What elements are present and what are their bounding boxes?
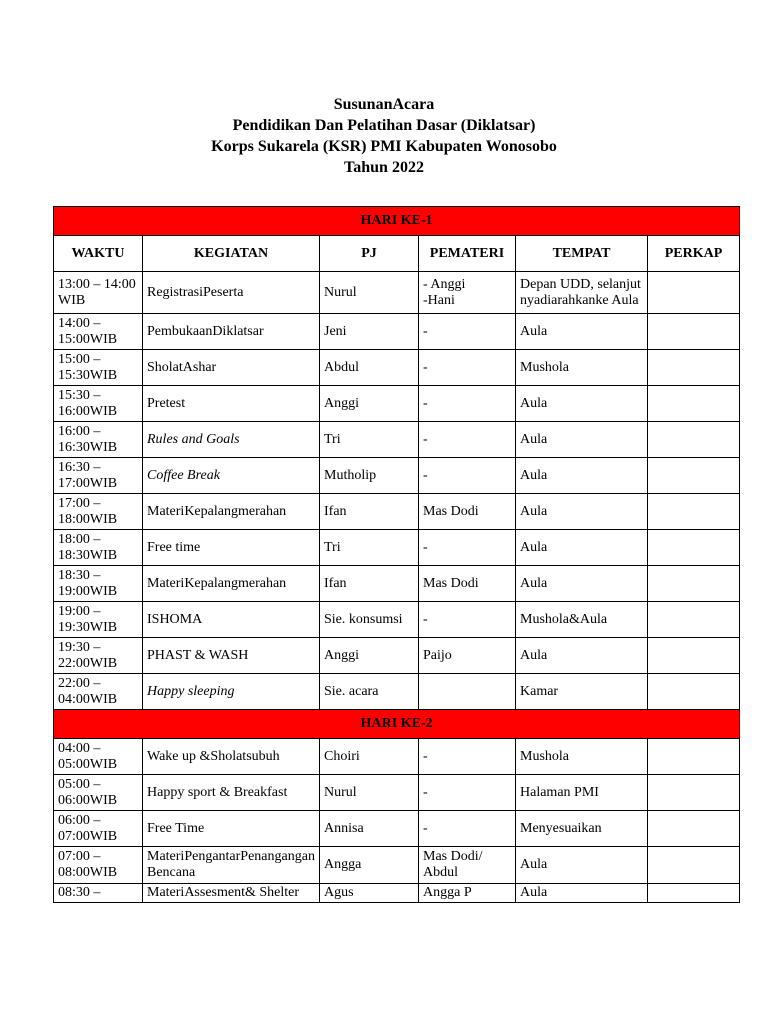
cell-waktu: 16:30 – 17:00WIB (54, 458, 143, 494)
column-header: PJ (320, 236, 419, 272)
cell-perkap (648, 674, 740, 710)
cell-kegiatan: MateriAssesment& Shelter (143, 884, 320, 903)
cell-kegiatan: PembukaanDiklatsar (143, 314, 320, 350)
cell-pj: Sie. acara (320, 674, 419, 710)
cell-tempat: Aula (516, 884, 648, 903)
cell-kegiatan: Happy sport & Breakfast (143, 775, 320, 811)
cell-waktu: 07:00 – 08:00WIB (54, 847, 143, 884)
cell-tempat: Aula (516, 530, 648, 566)
cell-pemateri (419, 674, 516, 710)
column-header-row (54, 236, 740, 272)
table-row (54, 775, 740, 811)
cell-pj: Anggi (320, 638, 419, 674)
cell-tempat: Menyesuaikan (516, 811, 648, 847)
table-row (54, 422, 740, 458)
cell-pj: Sie. konsumsi (320, 602, 419, 638)
cell-pj: Ifan (320, 494, 419, 530)
cell-pemateri: - (419, 458, 516, 494)
table-row (54, 350, 740, 386)
cell-tempat: Aula (516, 386, 648, 422)
column-header: TEMPAT (516, 236, 648, 272)
heading-line: Korps Sukarela (KSR) PMI Kabupaten Wonosobo (211, 138, 557, 155)
cell-tempat: Aula (516, 422, 648, 458)
cell-pj: Nurul (320, 272, 419, 314)
cell-pemateri: - (419, 775, 516, 811)
cell-pj: Nurul (320, 775, 419, 811)
cell-kegiatan: MateriPengantarPenanganganBencana (143, 847, 320, 884)
cell-perkap (648, 386, 740, 422)
cell-pj: Ifan (320, 566, 419, 602)
cell-kegiatan: Rules and Goals (143, 422, 320, 458)
cell-tempat: Aula (516, 566, 648, 602)
cell-tempat: Aula (516, 314, 648, 350)
cell-pj: Choiri (320, 739, 419, 775)
day-title: HARI KE-2 (54, 710, 740, 739)
cell-perkap (648, 638, 740, 674)
table-row (54, 602, 740, 638)
cell-kegiatan: Pretest (143, 386, 320, 422)
cell-perkap (648, 847, 740, 884)
cell-pemateri: - (419, 602, 516, 638)
cell-perkap (648, 566, 740, 602)
cell-pemateri: Angga P (419, 884, 516, 903)
cell-pemateri: Mas Dodi (419, 494, 516, 530)
table-row (54, 739, 740, 775)
table-row (54, 847, 740, 884)
table-row (54, 884, 740, 903)
cell-kegiatan: Happy sleeping (143, 674, 320, 710)
cell-kegiatan: Coffee Break (143, 458, 320, 494)
cell-waktu: 04:00 – 05:00WIB (54, 739, 143, 775)
cell-perkap (648, 811, 740, 847)
cell-waktu: 15:00 – 15:30WIB (54, 350, 143, 386)
cell-perkap (648, 884, 740, 903)
cell-tempat: Mushola&Aula (516, 602, 648, 638)
cell-perkap (648, 350, 740, 386)
cell-perkap (648, 530, 740, 566)
cell-perkap (648, 775, 740, 811)
cell-perkap (648, 458, 740, 494)
cell-tempat: Halaman PMI (516, 775, 648, 811)
cell-waktu: 13:00 – 14:00 WIB (54, 272, 143, 314)
cell-kegiatan: MateriKepalangmerahan (143, 566, 320, 602)
cell-perkap (648, 494, 740, 530)
cell-pemateri: Mas Dodi/ Abdul (419, 847, 516, 884)
cell-kegiatan: Wake up &Sholatsubuh (143, 739, 320, 775)
cell-waktu: 05:00 – 06:00WIB (54, 775, 143, 811)
table-row (54, 494, 740, 530)
cell-pj: Tri (320, 422, 419, 458)
cell-waktu: 18:30 – 19:00WIB (54, 566, 143, 602)
cell-tempat: Aula (516, 638, 648, 674)
cell-kegiatan: PHAST & WASH (143, 638, 320, 674)
table-row (54, 458, 740, 494)
cell-tempat: Kamar (516, 674, 648, 710)
heading-line: SusunanAcara (333, 96, 435, 113)
cell-kegiatan: Free time (143, 530, 320, 566)
cell-pemateri: - (419, 386, 516, 422)
cell-tempat: Mushola (516, 739, 648, 775)
table-row (54, 314, 740, 350)
cell-kegiatan: ISHOMA (143, 602, 320, 638)
table-row (54, 674, 740, 710)
cell-waktu: 17:00 – 18:00WIB (54, 494, 143, 530)
cell-pj: Annisa (320, 811, 419, 847)
cell-pemateri: Mas Dodi (419, 566, 516, 602)
column-header: WAKTU (54, 236, 143, 272)
cell-pj: Angga (320, 847, 419, 884)
cell-waktu: 08:30 – (54, 884, 143, 903)
day-header-row (54, 207, 740, 236)
cell-waktu: 19:30 – 22:00WIB (54, 638, 143, 674)
table-row (54, 811, 740, 847)
cell-waktu: 18:00 – 18:30WIB (54, 530, 143, 566)
cell-kegiatan: RegistrasiPeserta (143, 272, 320, 314)
cell-waktu: 15:30 – 16:00WIB (54, 386, 143, 422)
table-row (54, 272, 740, 314)
table-row (54, 386, 740, 422)
cell-tempat: Depan UDD, selanjutnyadiarahkanke Aula (516, 272, 648, 314)
cell-tempat: Mushola (516, 350, 648, 386)
day-header-row (54, 710, 740, 739)
cell-pemateri: - (419, 422, 516, 458)
heading-line: Pendidikan Dan Pelatihan Dasar (Diklatsar) (232, 117, 536, 134)
cell-waktu: 16:00 – 16:30WIB (54, 422, 143, 458)
cell-waktu: 22:00 – 04:00WIB (54, 674, 143, 710)
cell-waktu: 06:00 – 07:00WIB (54, 811, 143, 847)
cell-pj: Anggi (320, 386, 419, 422)
cell-waktu: 19:00 – 19:30WIB (54, 602, 143, 638)
cell-pemateri: - (419, 811, 516, 847)
cell-pemateri: - (419, 739, 516, 775)
cell-pj: Tri (320, 530, 419, 566)
column-header: PERKAP (648, 236, 740, 272)
cell-pemateri: Paijo (419, 638, 516, 674)
cell-pj: Abdul (320, 350, 419, 386)
cell-kegiatan: Free Time (143, 811, 320, 847)
cell-tempat: Aula (516, 847, 648, 884)
cell-waktu: 14:00 – 15:00WIB (54, 314, 143, 350)
cell-pj: Jeni (320, 314, 419, 350)
day-title: HARI KE-1 (54, 207, 740, 236)
column-header: KEGIATAN (143, 236, 320, 272)
cell-tempat: Aula (516, 458, 648, 494)
schedule-table (53, 206, 740, 903)
document-heading (0, 94, 768, 178)
column-header: PEMATERI (419, 236, 516, 272)
cell-kegiatan: MateriKepalangmerahan (143, 494, 320, 530)
cell-pemateri: - (419, 530, 516, 566)
cell-pemateri: - (419, 314, 516, 350)
cell-perkap (648, 422, 740, 458)
cell-pemateri: - Anggi -Hani (419, 272, 516, 314)
table-row (54, 530, 740, 566)
cell-pemateri: - (419, 350, 516, 386)
cell-pj: Agus (320, 884, 419, 903)
cell-tempat: Aula (516, 494, 648, 530)
cell-perkap (648, 272, 740, 314)
cell-perkap (648, 739, 740, 775)
cell-kegiatan: SholatAshar (143, 350, 320, 386)
heading-line: Tahun 2022 (344, 159, 424, 176)
table-row (54, 566, 740, 602)
table-row (54, 638, 740, 674)
cell-pj: Mutholip (320, 458, 419, 494)
cell-perkap (648, 602, 740, 638)
cell-perkap (648, 314, 740, 350)
